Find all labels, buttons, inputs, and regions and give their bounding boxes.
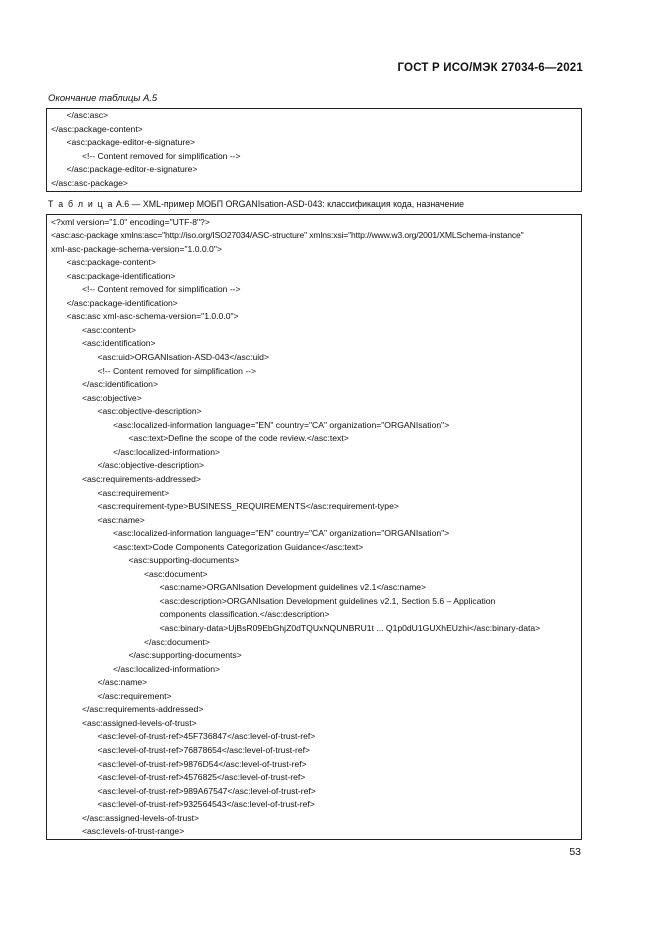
page-number: 53 [569, 846, 581, 858]
code-line: </asc:localized-information> [113, 663, 220, 674]
code-line: </asc:package-content> [51, 123, 143, 134]
code-line: <asc:text>Define the scope of the code review.</asc:text> [128, 433, 349, 444]
code-line: </asc:supporting-documents> [128, 650, 242, 661]
code-line: </asc:package-editor-e-signature> [66, 164, 198, 175]
code-line: <asc:content> [82, 324, 136, 335]
code-line: <asc:text>Code Components Categorization Guidance</asc:text> [113, 541, 364, 552]
code-line: <asc:level-of-trust-ref>76878654</asc:level-of-trust-ref> [97, 744, 311, 755]
table-a6-title [48, 199, 464, 209]
code-line: <asc:asc xml-asc-schema-version="1.0.0.0"> [66, 311, 239, 322]
code-line: <asc:package-content> [66, 257, 156, 268]
code-line: <asc:name>ORGANIsation Development guidelines v2.1</asc:name> [159, 582, 427, 593]
code-line: </asc:localized-information> [113, 446, 220, 457]
code-line: <asc:binary-data>UjBsR09EbGhjZ0dTQUxNQUNBRU1t ... Q1p0dU1GUXhEUzhi</asc:binary-data> [159, 623, 541, 633]
code-line: <asc:localized-information language="EN" country="CA" organization="ORGANIsation"> [113, 419, 450, 430]
table-a6-title-text: А.6 — XML-пример МОБП ORGANIsation-ASD-043: классификация кода, назначение [116, 199, 465, 209]
code-line: <!-- Content removed for simplification --> [97, 365, 257, 376]
code-line: <asc:package-editor-e-signature> [66, 137, 196, 148]
code-line: </asc:asc> [66, 110, 109, 120]
code-line: </asc:requirement> [97, 690, 172, 701]
table-a6-box [46, 214, 582, 840]
code-line: <asc:level-of-trust-ref>989A67547</asc:level-of-trust-ref> [97, 785, 316, 796]
code-line: <?xml version="1.0" encoding="UTF-8"?> [51, 216, 210, 227]
code-line: </asc:document> [144, 636, 210, 647]
code-line: <asc:level-of-trust-ref>4576825</asc:level-of-trust-ref> [97, 772, 306, 783]
code-line: <asc:levels-of-trust-range> [82, 826, 185, 837]
code-line: </asc:package-identification> [66, 297, 178, 308]
code-line: <asc:assigned-levels-of-trust> [82, 717, 197, 728]
code-line: <asc:identification> [82, 338, 156, 349]
table-a5-caption: Окончание таблицы А.5 [48, 93, 158, 104]
code-line: <asc:description>ORGANIsation Development guidelines v2.1, Section 5.6 – Application [159, 595, 496, 606]
code-line: </asc:name> [97, 677, 148, 688]
code-line: </asc:requirements-addressed> [82, 704, 204, 715]
code-line: <asc:requirement> [97, 487, 170, 498]
code-line: <asc:localized-information language="EN" country="CA" organization="ORGANIsation"> [113, 528, 450, 539]
code-line: <asc:uid>ORGANIsation-ASD-043</asc:uid> [97, 352, 269, 362]
code-line: <asc:requirement-type>BUSINESS_REQUIREMENTS</asc:requirement-type> [97, 501, 399, 512]
code-line: <asc:supporting-documents> [128, 555, 240, 566]
code-line: <asc:objective-description> [97, 406, 202, 417]
code-line: <asc:document> [144, 568, 208, 579]
code-line: <asc:level-of-trust-ref>9876D54</asc:level-of-trust-ref> [97, 758, 307, 769]
code-line: <!-- Content removed for simplification --> [82, 284, 241, 295]
code-line: <asc:requirements-addressed> [82, 473, 201, 484]
code-line: <!-- Content removed for simplification --> [82, 150, 241, 161]
code-line: <asc:package-identification> [66, 270, 176, 281]
code-line: <asc:level-of-trust-ref>45F736847</asc:level-of-trust-ref> [97, 731, 316, 742]
code-line: <asc:asc-package xmlns:asc="http://iso.org/ISO27034/ASC-structure" xmlns:xsi="http://www.w3.org/2001/XMLSchema-instance" [51, 230, 524, 241]
code-line: components classification.</asc:description> [159, 609, 330, 620]
code-line: </asc:assigned-levels-of-trust> [82, 812, 200, 823]
page-header: ГОСТ Р ИСО/МЭК 27034-6—2021 [397, 62, 583, 74]
code-line: </asc:asc-package> [51, 178, 128, 188]
code-line: <asc:objective> [82, 392, 142, 403]
code-line: </asc:identification> [82, 379, 158, 390]
table-a6-title-prefix: Т а б л и ц а [48, 199, 114, 209]
code-line: </asc:objective-description> [97, 460, 205, 471]
code-line: xml-asc-package-schema-version="1.0.0.0"> [51, 243, 222, 254]
code-line: <asc:level-of-trust-ref>932564543</asc:level-of-trust-ref> [97, 799, 315, 810]
table-a5-box [46, 108, 582, 192]
code-line: <asc:name> [97, 514, 145, 525]
